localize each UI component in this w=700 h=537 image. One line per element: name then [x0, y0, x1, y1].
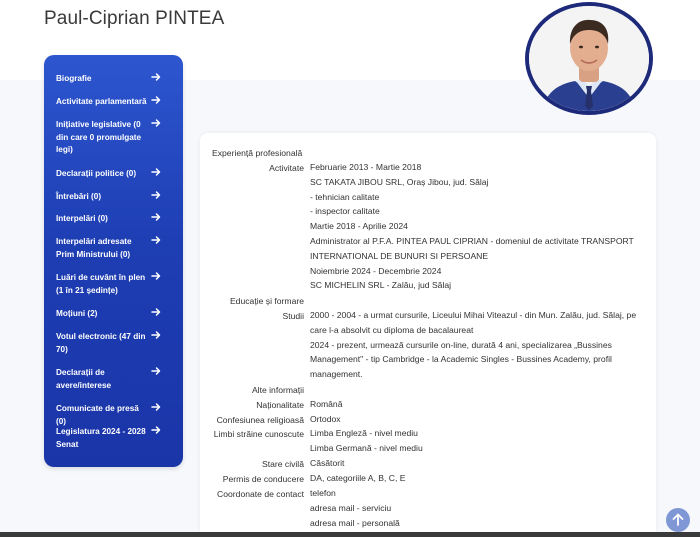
- activity-line: Noiembrie 2024 - Decembrie 2024: [310, 265, 442, 276]
- license-value: DA, categoriile A, B, C, E: [310, 473, 406, 483]
- sidebar-item-votul-electronic[interactable]: [56, 331, 175, 356]
- arrow-right-icon: [151, 167, 161, 177]
- activity-line: Administrator al P.F.A. PINTEA PAUL CIPRIAN - domeniul de activitate TRANSPORT: [310, 235, 634, 246]
- sidebar-nav: [44, 55, 183, 467]
- avatar: [525, 2, 653, 115]
- sidebar-item-interpelari-prim-ministru[interactable]: [56, 236, 175, 261]
- studies-line: management.: [310, 369, 363, 380]
- sidebar-item-intrebari[interactable]: [56, 191, 175, 204]
- sidebar-item-label: Moțiuni (2): [56, 309, 98, 318]
- sidebar-item-label: Legislatura 2024 - 2028 Senat: [56, 427, 146, 449]
- studies-line: Management" - tip Cambridge - la Academic Singles - Bussines Academy, profil: [310, 354, 612, 365]
- portrait-image: [529, 6, 649, 111]
- section-heading-education: Educație și formare: [229, 296, 304, 306]
- contact-item: adresa mail - serviciu: [310, 502, 392, 513]
- studies-line: care l-a absolvit cu diploma de bacalaureat: [310, 324, 474, 335]
- bottom-bar: [0, 532, 700, 537]
- sidebar-item-label: Interpelări (0): [56, 214, 108, 223]
- section-heading-other: Alte informații: [251, 385, 304, 395]
- sidebar-item-activitate-parlamentara[interactable]: [56, 96, 175, 109]
- arrow-right-icon: [151, 271, 161, 281]
- sidebar-item-label: Biografie: [56, 74, 92, 83]
- arrow-right-icon: [151, 95, 161, 105]
- sidebar-item-luari-de-cuvant[interactable]: [56, 272, 175, 297]
- civil-status-value: Căsătorit: [310, 458, 345, 468]
- studies-line: 2000 - 2004 - a urmat cursurile, Liceului Mihai Viteazul - din Mun. Zalău, jud. Sălaj, pe: [310, 310, 637, 320]
- sidebar-item-label: Votul electronic (47 din 70): [56, 332, 146, 354]
- arrow-right-icon: [151, 118, 161, 128]
- religion-label: Confesiunea religioasă: [216, 415, 304, 425]
- arrow-right-icon: [151, 366, 161, 376]
- activity-line: SC MICHELIN SRL - Zalău, jud Sălaj: [310, 280, 452, 291]
- civil-status-label: Stare civilă: [261, 459, 304, 469]
- activity-line: - tehnician calitate: [310, 191, 380, 202]
- sidebar-item-label: Declarații politice (0): [56, 169, 137, 178]
- page-title: Paul-Ciprian PINTEA: [44, 8, 225, 29]
- activity-line: Februarie 2013 - Martie 2018: [310, 162, 422, 172]
- sidebar-item-label: Comunicate de presă (0): [56, 404, 139, 426]
- languages-label: Limbi străine cunoscute: [213, 429, 304, 439]
- arrow-right-icon: [151, 402, 161, 412]
- language-item: Limba Germană - nivel mediu: [310, 442, 423, 453]
- contact-item: telefon: [310, 488, 336, 498]
- arrow-right-icon: [151, 190, 161, 200]
- nationality-value: Română: [310, 399, 343, 409]
- arrow-up-icon: [666, 508, 690, 532]
- sidebar-item-label: Activitate parlamentară: [56, 97, 147, 106]
- cv-panel: [200, 133, 656, 537]
- sidebar-item-legislatura[interactable]: [56, 426, 175, 451]
- scroll-to-top-button[interactable]: [666, 508, 690, 532]
- activity-line: Martie 2018 - Aprilie 2024: [310, 221, 408, 232]
- activity-label: Activitate: [269, 163, 304, 173]
- activity-line: SC TAKATA JIBOU SRL, Oraș Jibou, jud. Sălaj: [310, 176, 489, 187]
- section-heading-experience: Experiență profesională: [212, 148, 303, 158]
- religion-value: Ortodox: [310, 414, 341, 424]
- sidebar-item-biografie[interactable]: [56, 73, 175, 86]
- languages-value: [310, 426, 650, 456]
- activity-line: - inspector calitate: [310, 206, 380, 217]
- sidebar-item-declaratii-politice[interactable]: [56, 168, 175, 181]
- sidebar-item-interpelari[interactable]: [56, 213, 175, 226]
- arrow-right-icon: [151, 330, 161, 340]
- studies-line: 2024 - prezent, urmează cursurile on-line, durată 4 ani, specializarea „Bussines: [310, 339, 612, 350]
- arrow-right-icon: [151, 307, 161, 317]
- sidebar-item-declaratii-avere[interactable]: [56, 367, 175, 392]
- sidebar-item-label: Declarații de avere/interese: [56, 368, 112, 390]
- arrow-right-icon: [151, 72, 161, 82]
- sidebar-item-label: Inițiative legislative (0 din care 0 promulgate legi): [56, 120, 142, 154]
- sidebar-item-label: Luări de cuvânt în plen (1 în 21 ședințe): [56, 273, 146, 295]
- sidebar-item-motiuni[interactable]: [56, 308, 175, 321]
- contact-label: Coordonate de contact: [217, 489, 304, 499]
- arrow-right-icon: [151, 235, 161, 245]
- sidebar-item-label: Interpelări adresate Prim Ministrului (0): [56, 237, 132, 259]
- sidebar-item-label: Întrebări (0): [56, 192, 102, 201]
- arrow-right-icon: [151, 212, 161, 222]
- language-item: Limba Engleză - nivel mediu: [310, 428, 418, 438]
- activity-line: INTERNATIONAL DE BUNURI SI PERSOANE: [310, 250, 489, 261]
- sidebar-item-initiative-legislative[interactable]: [56, 119, 175, 157]
- studies-value: [310, 308, 650, 382]
- arrow-right-icon: [151, 425, 161, 435]
- contact-value: [310, 486, 650, 530]
- studies-label: Studii: [282, 311, 304, 321]
- activity-value: [310, 160, 650, 293]
- nationality-label: Naționalitate: [256, 400, 304, 410]
- license-label: Permis de conducere: [222, 474, 304, 484]
- contact-item: adresa mail - personală: [310, 517, 400, 528]
